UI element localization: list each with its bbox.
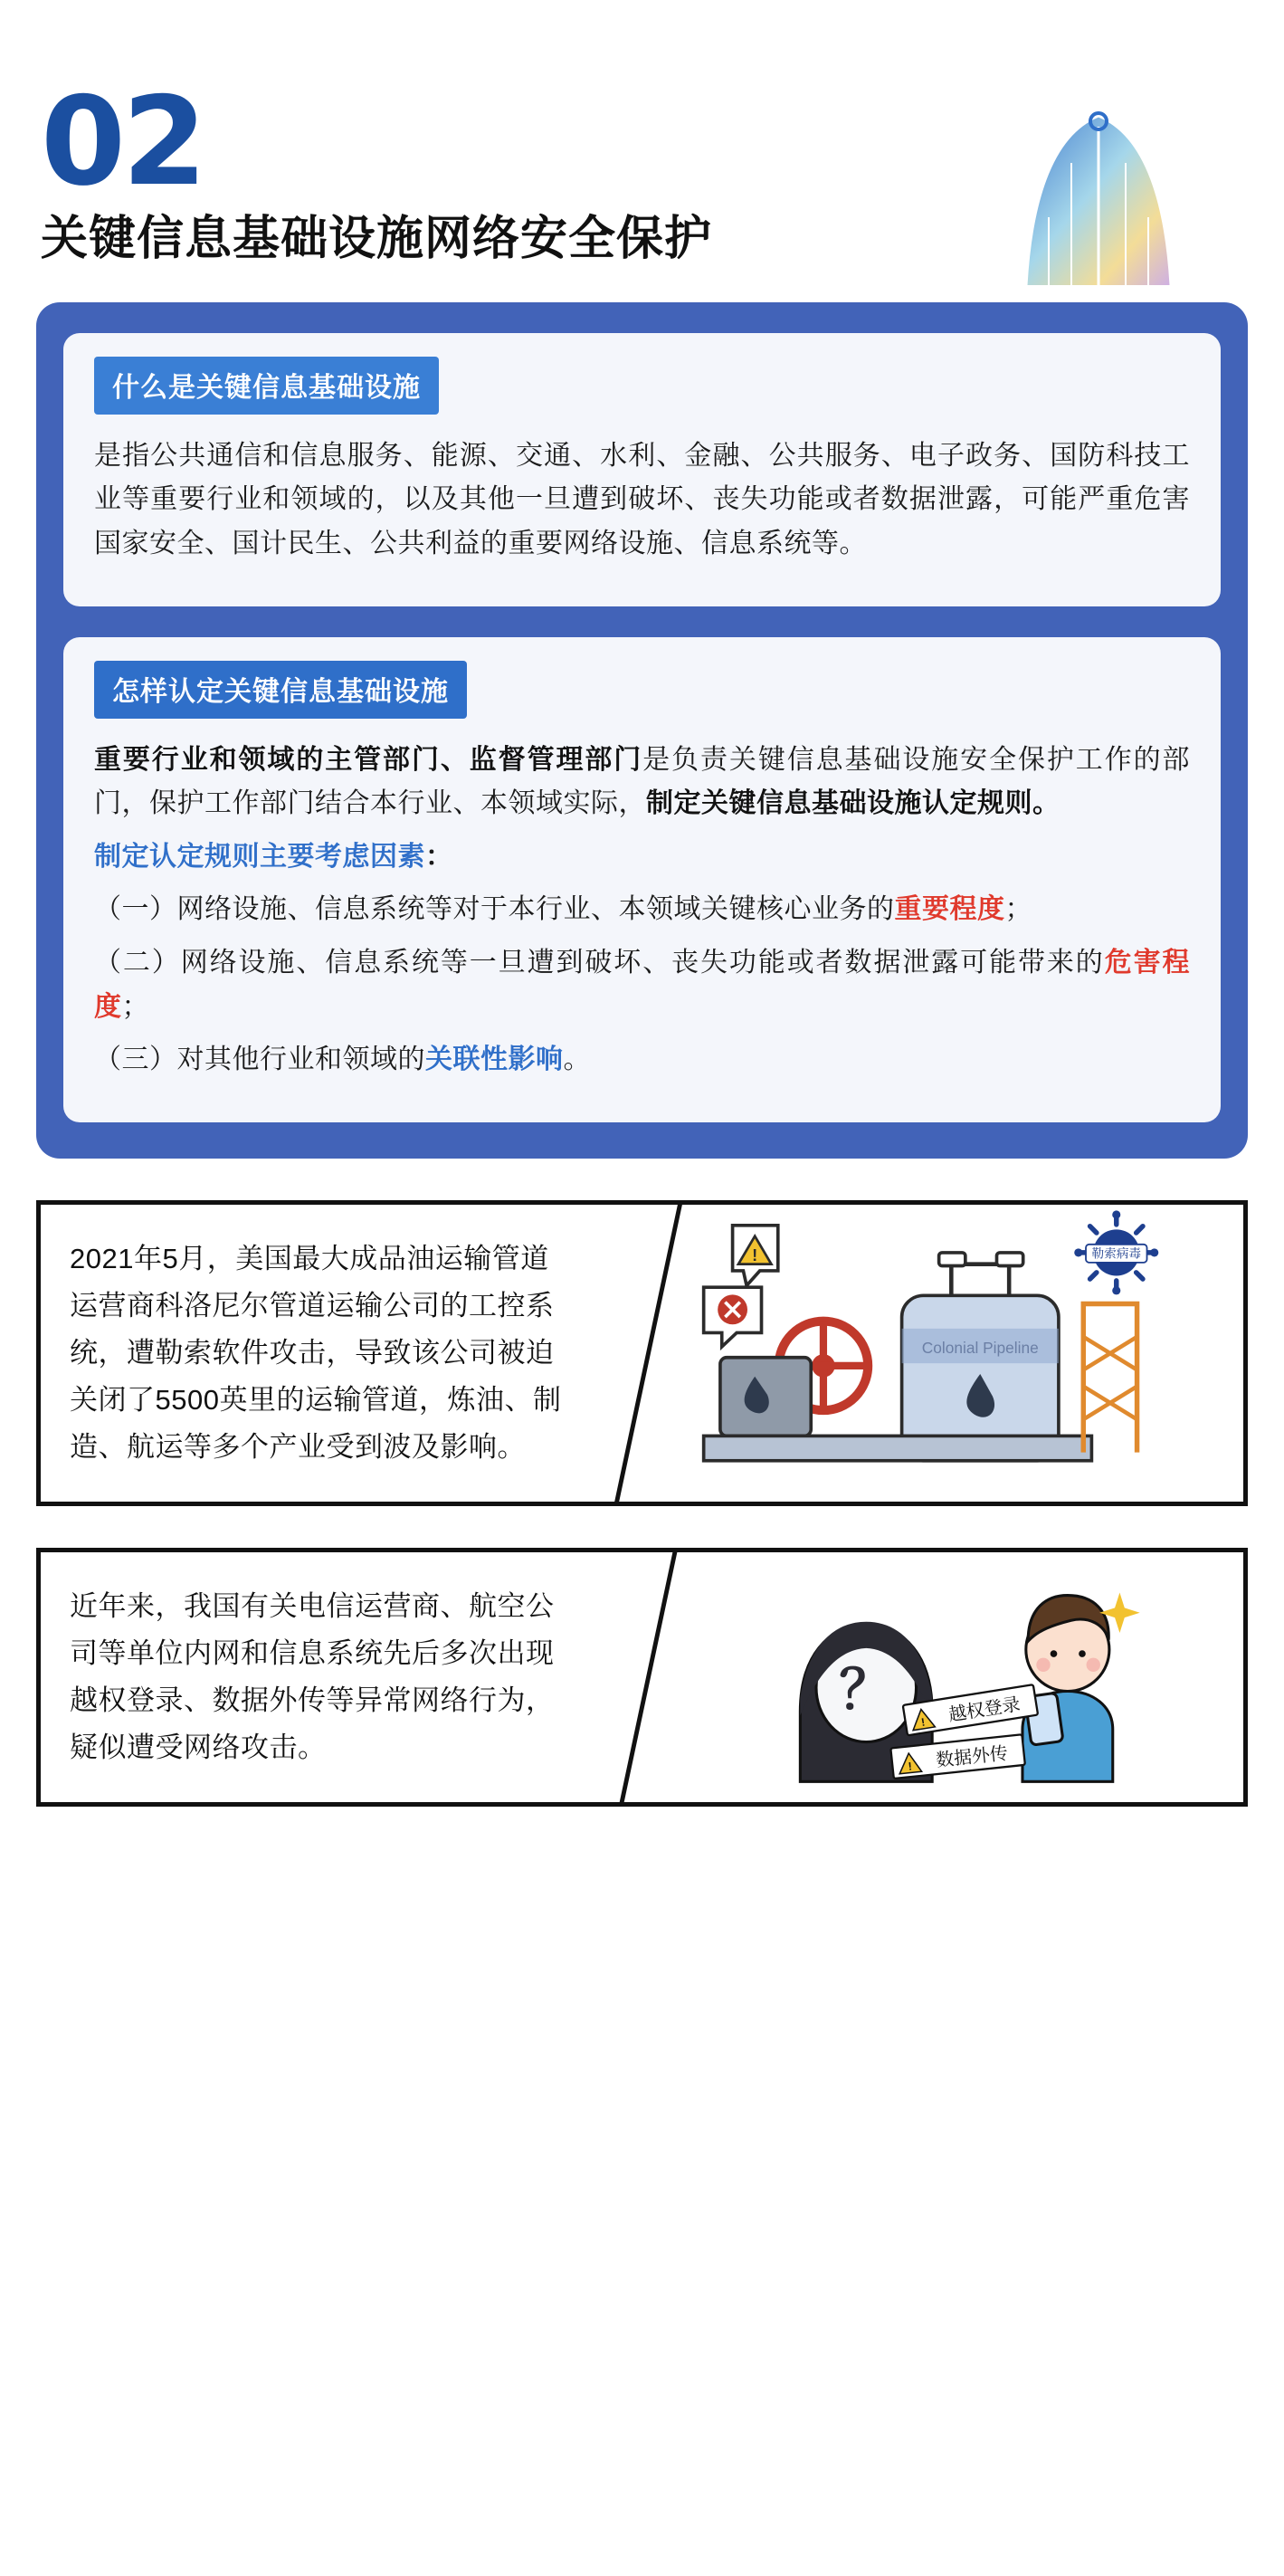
dept-bold-text: 重要行业和领域的主管部门、监督管理部门	[94, 744, 643, 775]
factor-1-text-b: ；	[1004, 894, 1032, 925]
definition-paragraph: 是指公共通信和信息服务、能源、交通、水利、金融、公共服务、电子政务、国防科技工业等重要行业和领域的，以及其他一旦遭到破坏、丧失功能或者数据泄露，可能严重危害国家安全、国计民生、公共利益的重要网络设施、信息系统等。	[94, 440, 1190, 558]
case-study-1-illustration	[594, 1205, 1243, 1502]
card-definition-body	[94, 434, 1190, 567]
page-title: 关键信息基础设施网络安全保护	[41, 212, 713, 265]
factor-2-highlight: 危害程度	[94, 947, 1191, 1022]
card-identification-body	[94, 739, 1190, 1083]
factors-subheading	[94, 835, 1190, 880]
section-number: 02	[41, 71, 204, 213]
factor-1-highlight: 重要程度	[894, 894, 1005, 925]
question-mark: ？	[839, 1659, 894, 1721]
rule-bold-text: 制定关键信息基础设施认定规则。	[646, 788, 1060, 819]
identification-paragraph	[94, 739, 1190, 826]
svg-text:!: !	[920, 1715, 927, 1730]
pipeline-tank-label: Colonial Pipeline	[922, 1338, 1040, 1357]
factor-1-text-a: （一）网络设施、信息系统等对于本行业、本领域关键核心业务的	[94, 894, 895, 925]
dept-mid-text: 是负责关键信息基础设施安全保护工作的部门，保护工作部门结合本行业、本领域实际，	[94, 744, 1190, 819]
factor-2-text-a: （二）网络设施、信息系统等一旦遭到破坏、丧失功能或者数据泄露可能带来的	[94, 947, 1105, 978]
content-panel	[36, 302, 1248, 1159]
card-identification	[63, 637, 1221, 1122]
factor-item-3	[94, 1038, 1190, 1083]
alert-label-1-text: 越权登录	[947, 1694, 1022, 1726]
warning-mark: !	[752, 1245, 758, 1264]
person-with-phone-icon	[1022, 1593, 1140, 1782]
factors-subheading-colon: ：	[425, 841, 453, 872]
svg-text:!: !	[908, 1760, 913, 1773]
case-study-1-text: 2021年5月，美国最大成品油运输管道运营商科洛尼尔管道运输公司的工控系统，遭勒索软件攻击，导致该公司被迫关闭了5500英里的运输管道，炼油、制造、航运等多个产业受到波及影响。	[41, 1205, 594, 1502]
hacker-scene-icon	[594, 1552, 1243, 1802]
case-study-2	[36, 1548, 1248, 1807]
factor-item-1	[94, 888, 1190, 932]
virus-label: 勒索病毒	[1091, 1246, 1142, 1261]
case-study-2-text: 近年来，我国有关电信运营商、航空公司等单位内网和信息系统先后多次出现越权登录、数据外传等异常网络行为，疑似遭受网络攻击。	[41, 1552, 594, 1802]
pipeline-scene-icon	[594, 1205, 1243, 1502]
card-definition-tag: 什么是关键信息基础设施	[94, 357, 439, 415]
factor-3-highlight: 关联性影响	[425, 1045, 564, 1075]
card-definition	[63, 333, 1221, 606]
case-study-2-illustration	[594, 1552, 1243, 1802]
case-study-1	[36, 1200, 1248, 1506]
alert-label-2-text: 数据外传	[935, 1743, 1010, 1771]
page-header	[0, 0, 1284, 268]
card-identification-tag: 怎样认定关键信息基础设施	[94, 661, 467, 719]
factors-subheading-text: 制定认定规则主要考虑因素	[94, 841, 425, 872]
factor-2-text-b: ；	[121, 991, 149, 1022]
factor-3-text-a: （三）对其他行业和领域的	[94, 1045, 425, 1075]
factor-3-text-b: 。	[563, 1045, 591, 1075]
factor-item-2	[94, 941, 1190, 1029]
